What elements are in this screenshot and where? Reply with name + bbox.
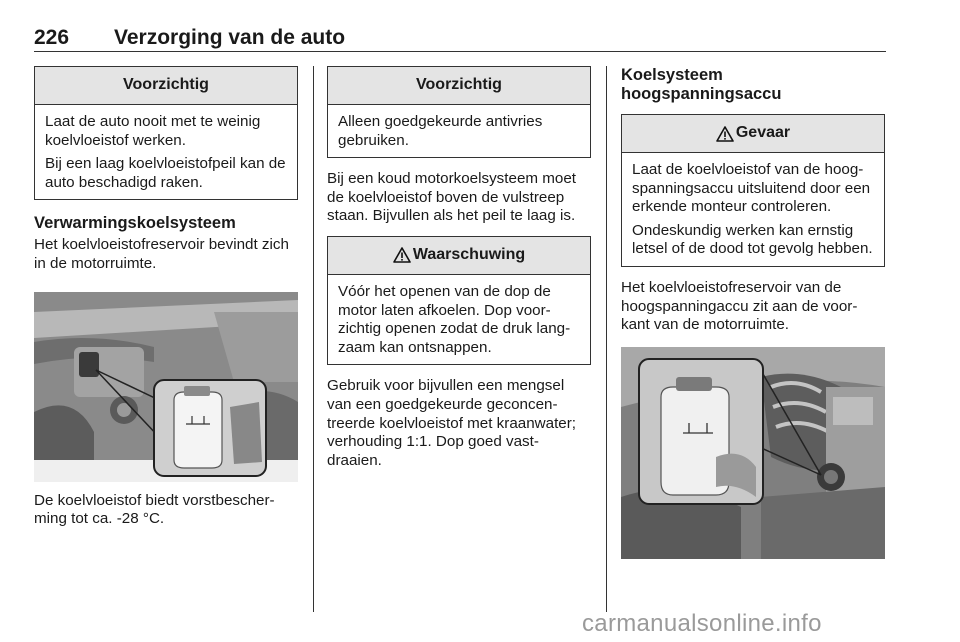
column-3	[621, 66, 885, 559]
caution-box	[327, 66, 591, 158]
body-paragraph: Bij een koud motorkoelsysteem moet de koelvloeistof boven de vulstreep staan. Bijvullen als het peil te laag is.	[327, 170, 577, 225]
page-number: 226	[34, 26, 70, 49]
page-header	[34, 22, 886, 52]
watermark: carmanualsonline.info	[582, 610, 822, 637]
warning-heading-row	[328, 237, 590, 275]
column-divider	[313, 66, 314, 612]
warning-triangle-icon	[716, 126, 734, 142]
body-paragraph: De koelvloeistof biedt vorstbescher-ming tot ca. -28 °C.	[34, 491, 275, 528]
section-heading: hoogspanningsaccu	[621, 85, 782, 103]
body-paragraph: Gebruik voor bijvullen een mengsel van een goedgekeurde geconcen-treerde koelvloeistof met kraanwater; verhouding 1:1. Dop goed vast-draaien.	[327, 377, 577, 469]
caution-heading: Voorzichtig	[328, 67, 590, 105]
column-divider	[606, 66, 607, 612]
section-heading: Koelsysteem	[621, 66, 723, 84]
body-paragraph: Het koelvloeistofreservoir bevindt zich in de motorruimte.	[34, 236, 289, 272]
warning-triangle-icon	[393, 247, 411, 263]
warning-box	[327, 236, 591, 365]
danger-text: Ondeskundig werken kan ernstig letsel of de dood tot gevolg hebben.	[632, 221, 873, 258]
column-2	[327, 66, 591, 470]
warning-text: Vóór het openen van de dop de motor laten afkoelen. Dop voor-zichtig openen zodat de druk lang-zaam kan ontsnappen.	[338, 282, 571, 356]
engine-bay-photo	[34, 292, 298, 482]
body-paragraph: Het koelvloeistofreservoir van de hoogspanningaccu zit aan de voor-kant van de motorruimte.	[621, 278, 858, 334]
caution-heading: Voorzichtig	[35, 67, 297, 105]
danger-box	[621, 114, 885, 267]
column-1	[34, 66, 298, 529]
caution-text: Laat de auto nooit met te weinig koelvloeistof werken.	[45, 113, 261, 149]
caution-text: Alleen goedgekeurde antivries gebruiken.	[338, 113, 543, 149]
hv-battery-coolant-photo	[621, 347, 885, 559]
warning-heading: Waarschuwing	[412, 246, 526, 264]
section-heading: Verwarmingskoelsysteem	[34, 214, 236, 233]
danger-heading: Gevaar	[735, 124, 791, 142]
caution-box	[34, 66, 298, 200]
page-title: Verzorging van de auto	[114, 26, 346, 49]
danger-text: Laat de koelvloeistof van de hoog-spanningsaccu uitsluitend door een erkende monteur controleren.	[632, 161, 871, 216]
caution-text: Bij een laag koelvloeistofpeil kan de auto beschadigd raken.	[45, 155, 286, 191]
danger-heading-row	[622, 115, 884, 153]
